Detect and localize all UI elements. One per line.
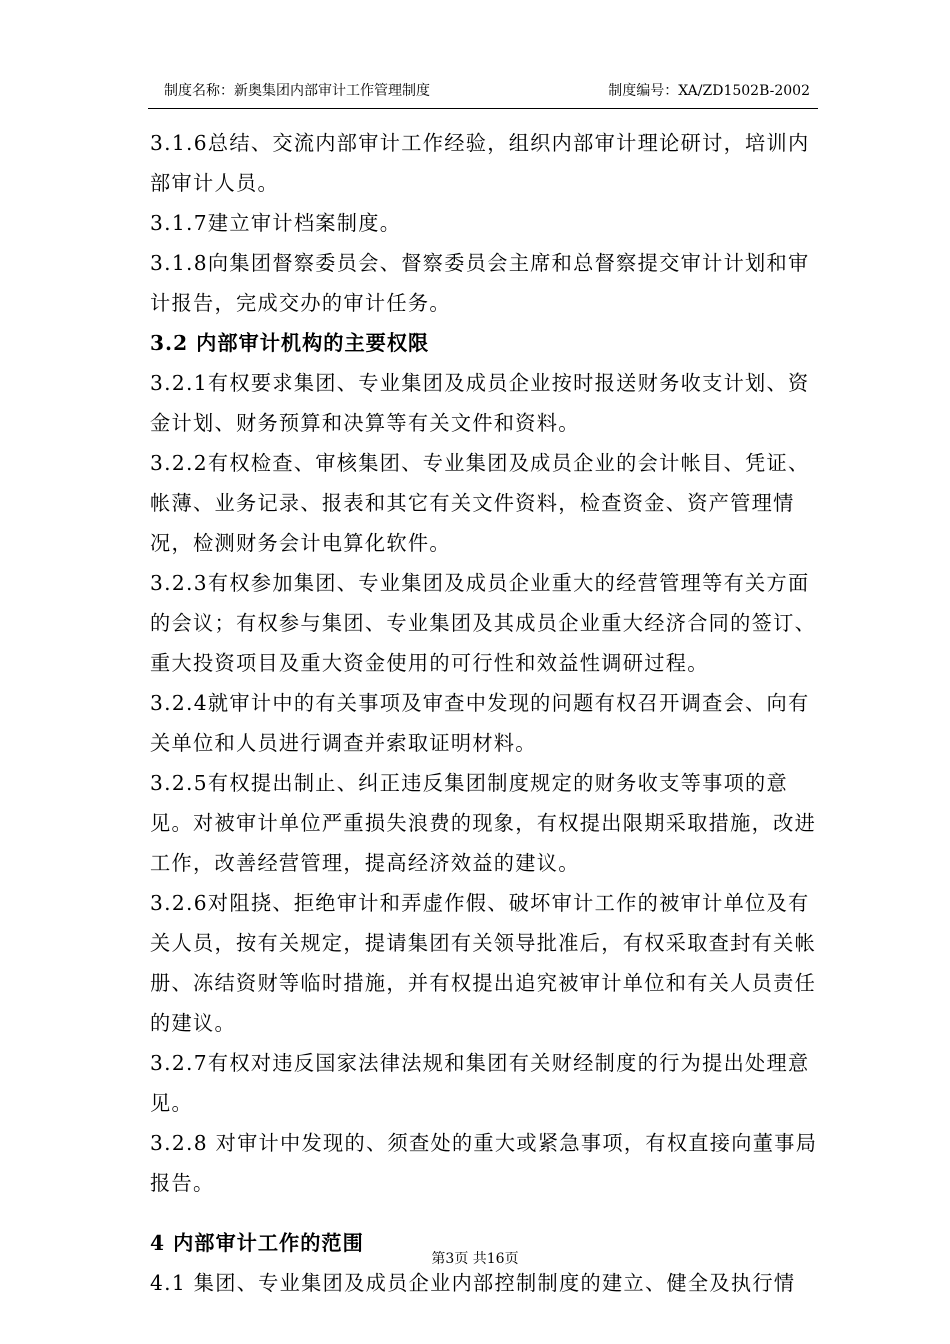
document-body bbox=[150, 123, 822, 1303]
page-number: 第3页 共16页 bbox=[431, 1251, 519, 1267]
clause-paragraph: 3.2.1有权要求集团、专业集团及成员企业按时报送财务收支计划、资金计划、财务预算和决算等有关文件和资料。 bbox=[150, 371, 810, 435]
clause-paragraph: 3.2.6对阻挠、拒绝审计和弄虚作假、破坏审计工作的被审计单位及有关人员，按有关规定，提请集团有关领导批准后，有权采取查封有关帐册、冻结资财等临时措施，并有权提出追究被审计单位和有关人员责任的建议。 bbox=[150, 891, 817, 1035]
clause-paragraph: 3.2.5有权提出制止、纠正违反集团制度规定的财务收支等事项的意见。对被审计单位严重损失浪费的现象，有权提出限期采取措施，改进工作，改善经营管理，提高经济效益的建议。 bbox=[150, 771, 817, 875]
section-gap bbox=[150, 1203, 822, 1223]
clause-paragraph: 3.2.8 对审计中发现的、须查处的重大或紧急事项，有权直接向董事局报告。 bbox=[150, 1131, 818, 1195]
document-number: 制度编号：XA/ZD1502B-2002 bbox=[608, 83, 810, 99]
clause-paragraph: 3.2.4就审计中的有关事项及审查中发现的问题有权召开调查会、向有关单位和人员进行调查并索取证明材料。 bbox=[150, 691, 810, 755]
clause-paragraph: 3.1.6总结、交流内部审计工作经验，组织内部审计理论研讨，培训内部审计人员。 bbox=[150, 131, 810, 195]
document-name: 制度名称：新奥集团内部审计工作管理制度 bbox=[164, 83, 430, 99]
clause-paragraph: 3.1.7建立审计档案制度。 bbox=[150, 211, 402, 235]
clause-paragraph: 3.2.3有权参加集团、专业集团及成员企业重大的经营管理等有关方面的会议；有权参与集团、专业集团及其成员企业重大经济合同的签订、重大投资项目及重大资金使用的可行性和效益性调研过程。 bbox=[150, 571, 817, 675]
section-heading: 3.2 内部审计机构的主要权限 bbox=[150, 331, 430, 355]
clause-paragraph: 3.1.8向集团督察委员会、督察委员会主席和总督察提交审计计划和审计报告，完成交办的审计任务。 bbox=[150, 251, 810, 315]
section-heading: 4 内部审计工作的范围 bbox=[150, 1231, 364, 1255]
page-header bbox=[148, 72, 818, 109]
clause-paragraph: 3.2.7有权对违反国家法律法规和集团有关财经制度的行为提出处理意见。 bbox=[150, 1051, 810, 1115]
clause-paragraph: 4.1 集团、专业集团及成员企业内部控制制度的建立、健全及执行情 bbox=[150, 1271, 796, 1295]
clause-paragraph: 3.2.2有权检查、审核集团、专业集团及成员企业的会计帐目、凭证、帐薄、业务记录、报表和其它有关文件资料，检查资金、资产管理情况，检测财务会计电算化软件。 bbox=[150, 451, 810, 555]
